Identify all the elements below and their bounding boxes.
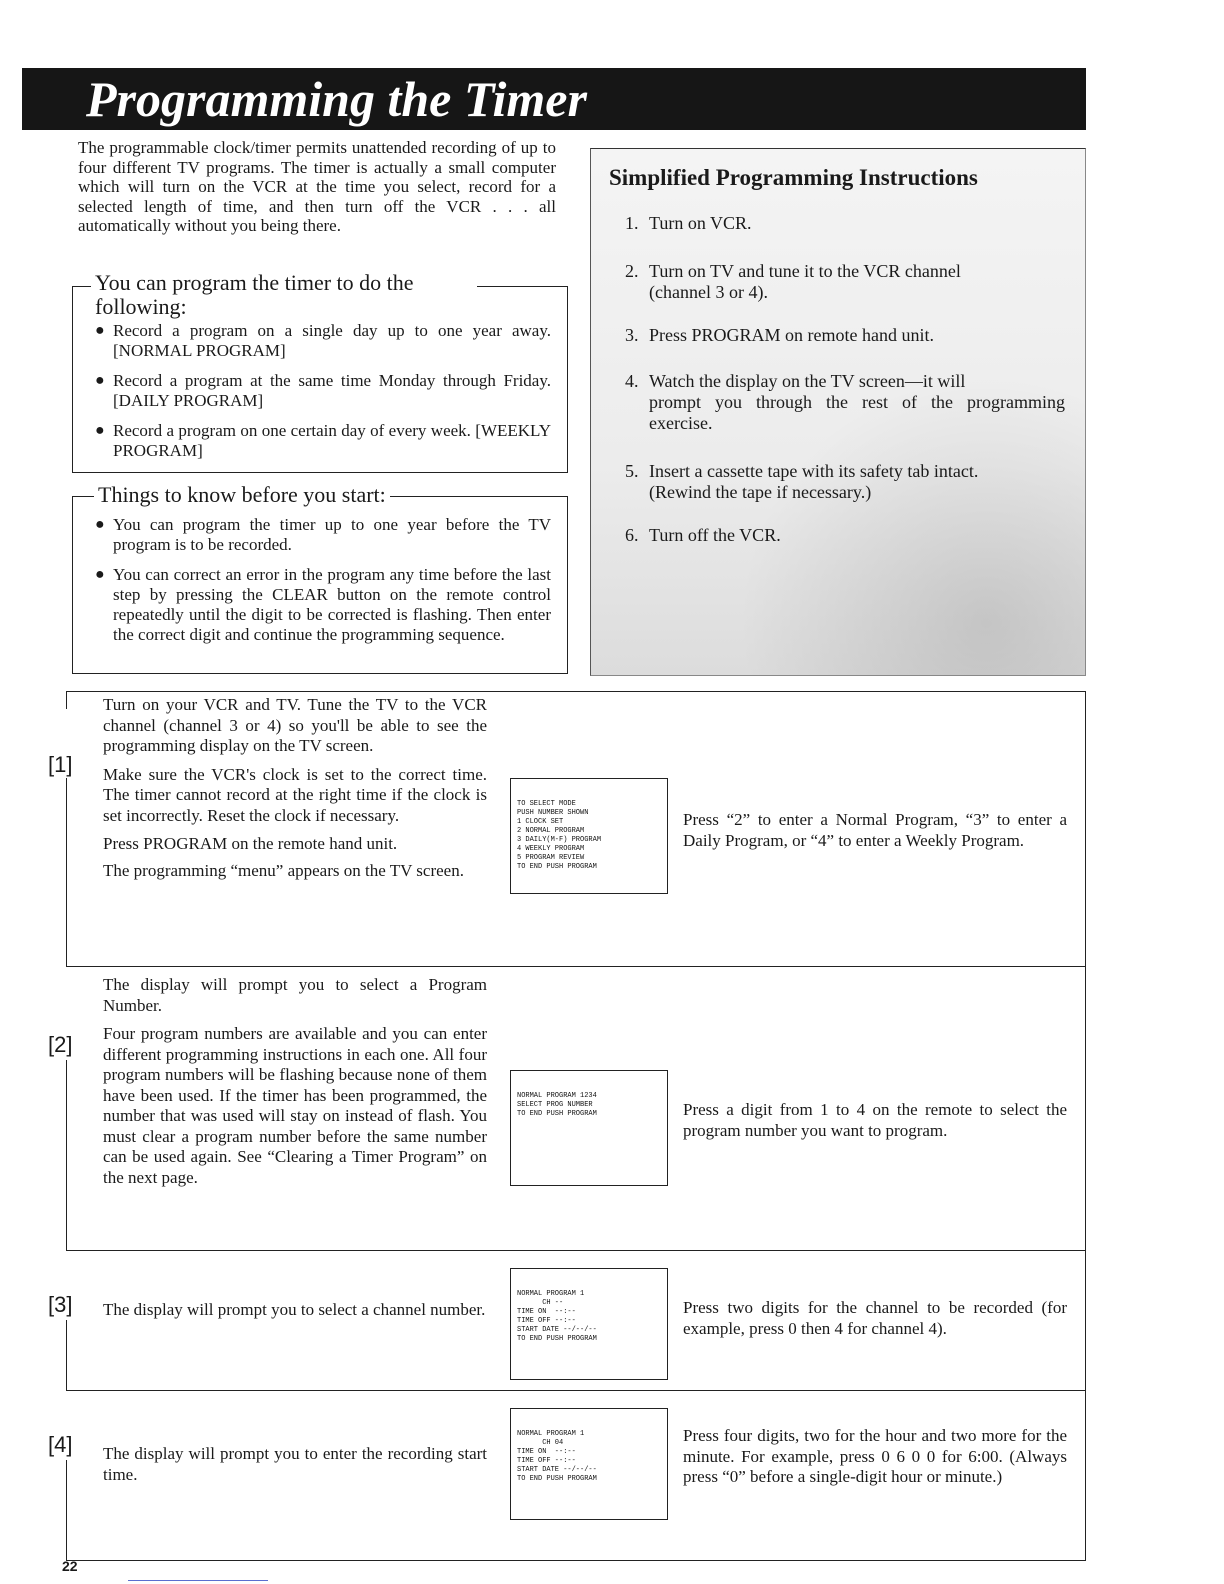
simplified-step: 2. Turn on TV and tune it to the VCR channel (channel 3 or 4). (625, 261, 961, 302)
title-banner (22, 68, 1086, 130)
step-3-instruction: Press two digits for the channel to be recorded (for example, press 0 then 4 for channel 4). (683, 1298, 1067, 1338)
can-program-title: You can program the timer to do the following: (91, 271, 477, 319)
step-4-text: The display will prompt you to enter the recording start time. (103, 1444, 487, 1484)
things-to-know-list (87, 515, 551, 655)
simplified-title: Simplified Programming Instructions (609, 165, 978, 190)
intro-paragraph: The programmable clock/timer permits unattended recording of up to four different TV programs. The timer is actually a small computer which will turn on the VCR at the time you select, record for a selected length of time, and then turn off the VCR . . . all automatically without you being there. (78, 138, 556, 236)
step-1-rule (66, 778, 67, 966)
step-4-number: [4] (48, 1432, 73, 1457)
step-divider (66, 1390, 1086, 1391)
step-2-screen: NORMAL PROGRAM 1234 SELECT PROG NUMBER TO END PUSH PROGRAM (510, 1070, 668, 1186)
step-divider (66, 966, 1086, 967)
step-2-number: [2] (48, 1032, 73, 1057)
step-1-number: [1] (48, 752, 73, 777)
things-to-know-box (72, 496, 568, 674)
step-3-rule (66, 1320, 67, 1390)
list-item: ● You can correct an error in the program any time before the last step by pressing the CLEAR button on the remote control repeatedly until the digit to be corrected is flashing. Then enter the correct digit and continue the programming sequence. (95, 565, 551, 644)
step-2-rule (66, 1060, 67, 1250)
simplified-step: 4. Watch the display on the TV screen—it will prompt you through the rest of the programming exercise. (625, 371, 1065, 433)
bullet-icon: ● (95, 372, 105, 389)
step-divider (66, 1250, 1086, 1251)
simplified-step: 3. Press PROGRAM on remote hand unit. (625, 325, 934, 345)
bullet-icon: ● (95, 322, 105, 339)
bullet-icon: ● (95, 422, 105, 439)
step-1-text: Turn on your VCR and TV. Tune the TV to the VCR channel (channel 3 or 4) so you'll be able to see the programming display on the TV screen. Make sure the VCR's clock is set to the correct time. The timer cannot record at the right time if the clock is set incorrectly. Reset the clock if necessary. Press PROGRAM on the remote hand unit. The programming “menu” appears on the TV screen. (103, 695, 487, 880)
step-2-instruction: Press a digit from 1 to 4 on the remote to select the program number you want to program. (683, 1100, 1067, 1140)
step-4-instruction: Press four digits, two for the hour and two more for the minute. For example, press 0 6 0 0 for 6:00. (Always press “0” before a single-digit hour or minute.) (683, 1426, 1067, 1486)
step-1-screen: TO SELECT MODE PUSH NUMBER SHOWN 1 CLOCK SET 2 NORMAL PROGRAM 3 DAILY(M-F) PROGRAM 4 WEEKLY PROGRAM 5 PROGRAM REVIEW TO END PUSH PROGRAM (510, 778, 668, 894)
simplified-step: 1. Turn on VCR. (625, 213, 752, 233)
step-3-text: The display will prompt you to select a channel number. (103, 1300, 486, 1319)
page-number: 22 (62, 1558, 78, 1574)
things-to-know-title: Things to know before you start: (94, 483, 390, 507)
footer-rule (128, 1580, 268, 1581)
list-item: ● You can program the timer up to one year before the TV program is to be recorded. (95, 515, 551, 554)
simplified-instructions-panel (590, 148, 1086, 676)
list-item: ● Record a program at the same time Monday through Friday. [DAILY PROGRAM] (95, 371, 551, 410)
step-4-rule (66, 1460, 67, 1560)
bullet-icon: ● (95, 516, 105, 533)
simplified-step: 6. Turn off the VCR. (625, 525, 781, 545)
simplified-step: 5. Insert a cassette tape with its safety tab intact. (Rewind the tape if necessary.) (625, 461, 979, 502)
bullet-icon: ● (95, 566, 105, 583)
step-1-rule (66, 691, 67, 709)
step-3-screen: NORMAL PROGRAM 1 CH -- TIME ON --:-- TIME OFF --:-- START DATE --/--/-- TO END PUSH PROGRAM (510, 1268, 668, 1380)
step-4-screen: NORMAL PROGRAM 1 CH 04 TIME ON --:-- TIME OFF --:-- START DATE --/--/-- TO END PUSH PROGRAM (510, 1408, 668, 1520)
step-3-number: [3] (48, 1292, 73, 1317)
step-2-text: The display will prompt you to select a Program Number. Four program numbers are available and you can enter different programming instructions in each one. All four program numbers will be flashing because none of them have been used. If the timer has been programmed, the number that was used will stay on instead of flash. You must clear a program number before the same number can be used again. See “Clearing a Timer Program” on the next page. (103, 975, 487, 1187)
list-item: ● Record a program on one certain day of every week. [WEEKLY PROGRAM] (95, 421, 551, 460)
step-1-instruction: Press “2” to enter a Normal Program, “3” to enter a Daily Program, or “4” to enter a Weekly Program. (683, 810, 1067, 850)
page-title: Programming the Timer (86, 71, 587, 127)
can-program-list (87, 321, 551, 471)
list-item: ● Record a program on a single day up to one year away. [NORMAL PROGRAM] (95, 321, 551, 360)
